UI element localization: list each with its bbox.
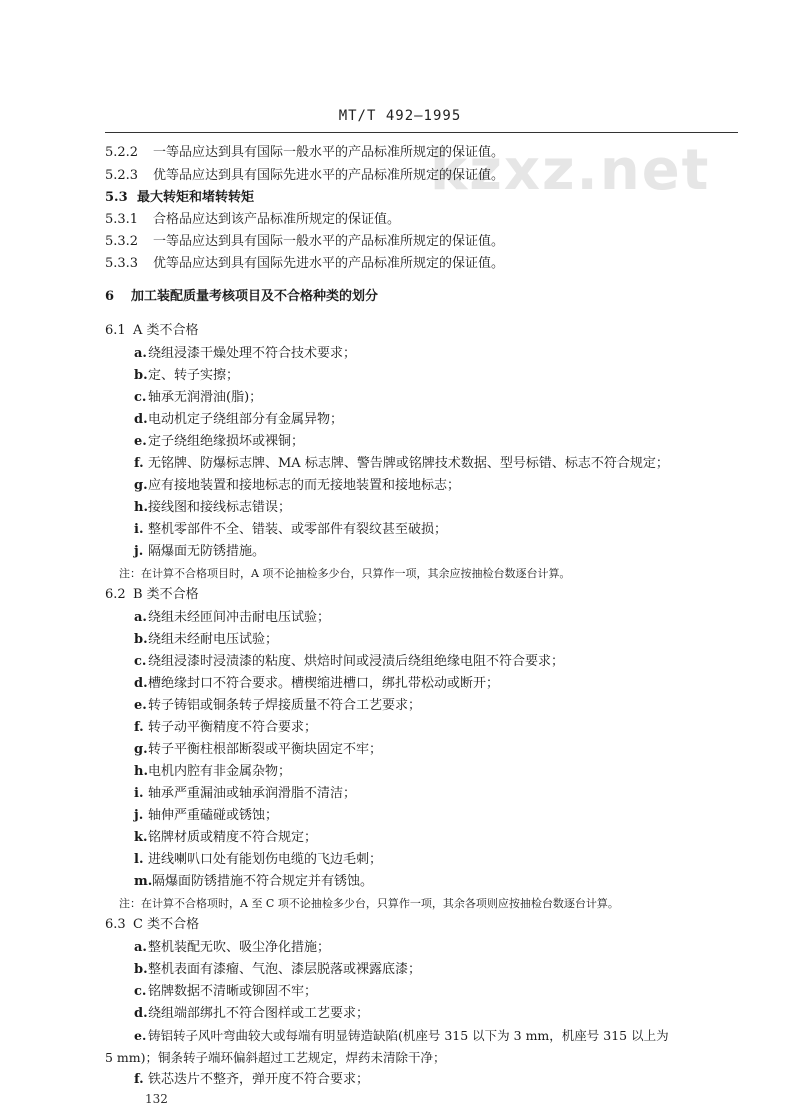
list-item (134, 433, 304, 451)
clause-text: 优等品应达到具有国际先进水平的产品标准所规定的保证值。 (153, 168, 505, 183)
item-letter: g. (134, 478, 148, 493)
list-item (134, 367, 239, 385)
item-letter: j. (134, 808, 144, 823)
list-item (134, 697, 421, 715)
subsection-heading (105, 322, 199, 340)
subsection-title: B 类不合格 (133, 587, 199, 602)
item-letter: a. (134, 610, 147, 625)
item-letter: c. (134, 654, 147, 669)
note: 注：在计算不合格项目时，A 项不论抽检多少台，只算作一项，其余应按抽检台数逐台计算。 (119, 567, 571, 580)
item-text: 定子绕组绝缘损坏或裸铜； (148, 434, 305, 449)
clause-text: 最大转矩和堵转转矩 (137, 190, 255, 205)
header-rule (105, 132, 738, 133)
subsection-heading (105, 586, 199, 604)
item-text: 轴伸严重磕碰或锈蚀； (148, 808, 279, 823)
list-item (134, 851, 382, 869)
item-letter: e. (134, 698, 147, 713)
item-text: 隔爆面无防锈措施。 (148, 544, 266, 559)
item-letter: f. (134, 720, 144, 735)
item-text: 铸铝转子风叶弯曲较大或每端有明显铸造缺陷(机座号 315 以下为 3 mm，机座号 315 以上为 (148, 1028, 669, 1043)
list-item (134, 785, 356, 803)
item-letter: e. (134, 434, 147, 449)
item-letter: f. (134, 1072, 144, 1087)
list-item (134, 1005, 369, 1023)
clause-number: 5.3.3 (105, 256, 139, 271)
item-letter: a. (134, 346, 147, 361)
item-text: 轴承无润滑油(脂)； (148, 390, 263, 405)
item-text: 铁芯迭片不整齐，弹开度不符合要求； (148, 1072, 370, 1087)
note: 注：在计算不合格项时，A 至 C 项不论抽检多少台，只算作一项，其余各项则应按抽检台数逐台计算。 (119, 897, 619, 910)
item-text: 转子平衡柱根部断裂或平衡块固定不牢； (148, 742, 383, 757)
list-item (134, 653, 564, 671)
clause-line (105, 144, 504, 162)
item-text: 绕组浸漆时浸渍漆的粘度、烘焙时间或浸渍后绕组绝缘电阻不符合要求； (148, 654, 565, 669)
item-letter: f. (134, 456, 144, 471)
item-letter: d. (134, 412, 148, 427)
list-item (134, 389, 262, 407)
item-letter: m. (134, 874, 153, 889)
list-item (134, 763, 291, 781)
item-letter: h. (134, 500, 148, 515)
item-text: 接线图和接线标志错误； (148, 500, 292, 515)
list-item (134, 719, 317, 737)
item-text: 无铭牌、防爆标志牌、MA 标志牌、警告牌或铭牌技术数据、型号标错、标志不符合规定； (148, 456, 669, 471)
clause-number: 5.2.3 (105, 168, 139, 183)
list-item (134, 873, 373, 891)
item-text: 铭牌材质或精度不符合规定； (148, 830, 318, 845)
item-letter: a. (134, 940, 147, 955)
item-text: 定、转子实擦； (148, 368, 240, 383)
item-letter: c. (134, 984, 147, 999)
list-item (134, 939, 330, 957)
list-item (134, 411, 343, 429)
item-text: 整机装配无吹、吸尘净化措施； (148, 940, 331, 955)
page-number: 132 (145, 1092, 168, 1106)
item-letter: i. (134, 786, 144, 801)
clause-number: 5.2.2 (105, 145, 139, 160)
list-item (134, 455, 669, 473)
clause-text: 一等品应达到具有国际一般水平的产品标准所规定的保证值。 (153, 234, 505, 249)
clause-text: 合格品应达到该产品标准所规定的保证值。 (153, 212, 401, 227)
item-letter: e. (134, 1028, 147, 1043)
standard-number-header: MT/T 492—1995 (338, 108, 462, 124)
item-letter: i. (134, 522, 144, 537)
clause-line (105, 255, 504, 273)
item-text: 铭牌数据不清晰或铆固不牢； (148, 984, 318, 999)
item-text: 整机零部件不全、错装、或零部件有裂纹甚至破损； (148, 522, 448, 537)
clause-number: 5.3 (105, 190, 128, 205)
subsection-number: 6.3 (105, 917, 126, 932)
watermark: kzxz.net (430, 138, 711, 203)
list-item-continuation: 5 mm)；铜条转子端环偏斜超过工艺规定，焊药未清除干净； (105, 1050, 446, 1065)
item-text: 转子铸铝或铜条转子焊接质量不符合工艺要求； (148, 698, 422, 713)
clause-number: 5.3.1 (105, 212, 139, 227)
item-letter: b. (134, 632, 148, 647)
clause-line (105, 233, 504, 251)
item-letter: g. (134, 742, 148, 757)
list-item (134, 609, 330, 627)
clause-line (105, 167, 504, 185)
list-item (134, 807, 278, 825)
list-item (134, 741, 382, 759)
item-text: 整机表面有漆瘤、气泡、漆层脱落或裸露底漆； (148, 962, 422, 977)
item-text: 隔爆面防锈措施不符合规定并有锈蚀。 (152, 874, 374, 889)
item-letter: c. (134, 390, 147, 405)
subsection-number: 6.2 (105, 587, 126, 602)
item-text: 电机内腔有非金属杂物； (148, 764, 292, 779)
clause-heading (105, 189, 254, 207)
list-item (134, 345, 356, 363)
list-item (134, 961, 421, 979)
item-text: 绕组未经耐电压试验； (148, 632, 279, 647)
subsection-heading (105, 916, 199, 934)
subsection-number: 6.1 (105, 323, 126, 338)
item-text: 绕组浸漆干燥处理不符合技术要求； (148, 346, 357, 361)
section-number: 6 (105, 289, 115, 304)
item-letter: l. (134, 852, 144, 867)
item-text: 应有接地装置和接地标志的而无接地装置和接地标志； (148, 478, 461, 493)
clause-text: 优等品应达到具有国际先进水平的产品标准所规定的保证值。 (153, 256, 505, 271)
item-text: 轴承严重漏油或轴承润滑脂不清洁； (148, 786, 357, 801)
item-text: 绕组端部绑扎不符合图样或工艺要求； (148, 1006, 370, 1021)
section-heading (105, 288, 378, 306)
item-text: 转子动平衡精度不符合要求； (148, 720, 318, 735)
item-letter: j. (134, 544, 144, 559)
subsection-title: A 类不合格 (133, 323, 199, 338)
item-text: 槽绝缘封口不符合要求。槽楔缩进槽口，绑扎带松动或断开； (148, 676, 500, 691)
item-letter: k. (134, 830, 148, 845)
list-item (134, 543, 265, 561)
clause-text: 一等品应达到具有国际一般水平的产品标准所规定的保证值。 (153, 145, 505, 160)
section-title: 加工装配质量考核项目及不合格种类的划分 (131, 289, 379, 304)
item-text: 电动机定子绕组部分有金属异物； (148, 412, 344, 427)
list-item (134, 829, 317, 847)
clause-number: 5.3.2 (105, 234, 139, 249)
clause-line (105, 211, 400, 229)
list-item (134, 521, 447, 539)
list-item (134, 631, 278, 649)
item-letter: b. (134, 368, 148, 383)
list-item (134, 477, 460, 495)
subsection-title: C 类不合格 (133, 917, 200, 932)
list-item (134, 983, 317, 1001)
list-item (134, 1071, 369, 1089)
item-letter: d. (134, 1006, 148, 1021)
list-item (134, 1027, 669, 1045)
item-letter: b. (134, 962, 148, 977)
item-letter: h. (134, 764, 148, 779)
item-text: 进线喇叭口处有能划伤电缆的飞边毛刺； (148, 852, 383, 867)
list-item (134, 675, 499, 693)
list-item (134, 499, 291, 517)
item-text: 绕组未经匝间冲击耐电压试验； (148, 610, 331, 625)
item-letter: d. (134, 676, 148, 691)
